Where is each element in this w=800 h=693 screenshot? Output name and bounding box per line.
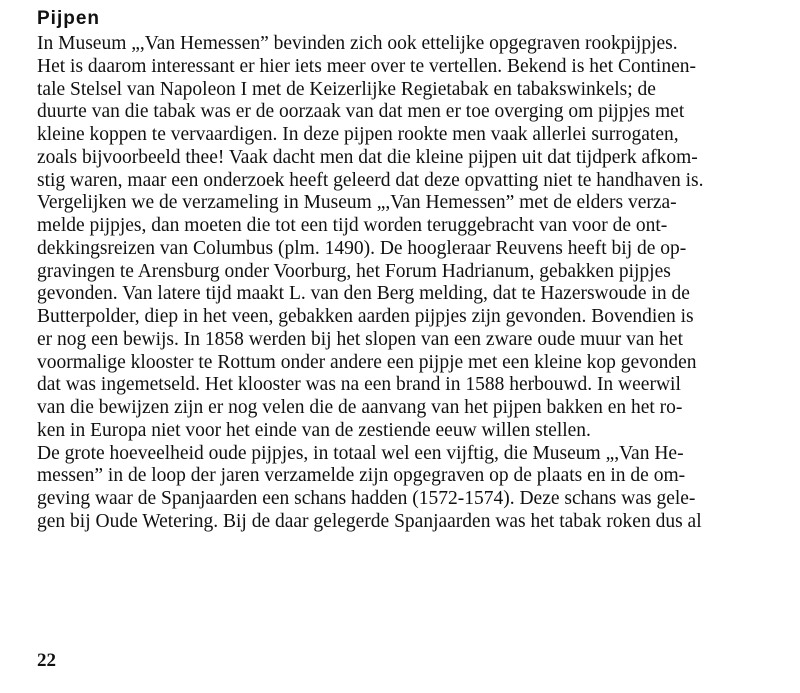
text-line: stig waren, maar een onderzoek heeft geleerd dat deze opvatting niet te handhaven is. <box>37 169 704 191</box>
text-line: melde pijpjes, dan moeten die tot een tijd worden teruggebracht van voor de ont- <box>37 215 668 236</box>
text-line: dekkingsreizen van Columbus (plm. 1490). De hoogleraar Reuvens heeft bij de op- <box>37 237 687 259</box>
text-line: geving waar de Spanjaarden een schans hadden (1572-1574). Deze schans was gele- <box>37 488 696 509</box>
section-heading: Pijpen <box>37 8 101 29</box>
text-line: kleine koppen te vervaardigen. In deze pijpen rookte men vaak allerlei surrogaten, <box>37 124 679 145</box>
text-line: Butterpolder, diep in het veen, gebakken aarden pijpjes zijn gevonden. Bovendien is <box>37 306 694 327</box>
page-number: 22 <box>37 650 56 671</box>
text-line: Vergelijken we de verzameling in Museum „,Van Hemessen” met de elders verza- <box>37 192 677 214</box>
text-line: gevonden. Van latere tijd maakt L. van den Berg melding, dat te Hazerswoude in de <box>37 283 690 305</box>
body-text <box>37 33 777 534</box>
text-line: gen bij Oude Wetering. Bij de daar gelegerde Spanjaarden was het tabak roken dus al <box>37 510 702 532</box>
text-line: van die bewijzen zijn er nog velen die de aanvang van het pijpen bakken en het ro- <box>37 397 683 418</box>
text-line: In Museum „,Van Hemessen” bevinden zich ook ettelijke opgegraven rookpijpjes. <box>37 33 678 54</box>
text-line: tale Stelsel van Napoleon I met de Keizerlijke Regietabak en tabakswinkels; de <box>37 78 656 100</box>
text-line: De grote hoeveelheid oude pijpjes, in totaal wel een vijftig, die Museum „,Van He- <box>37 442 684 464</box>
text-line: ken in Europa niet voor het einde van de zestiende eeuw willen stellen. <box>37 419 591 441</box>
text-line: messen” in de loop der jaren verzamelde zijn opgegraven op de plaats en in de om- <box>37 465 686 487</box>
text-line: er nog een bewijs. In 1858 werden bij het slopen van een zware oude muur van het <box>37 328 683 350</box>
text-line: dat was ingemetseld. Het klooster was na een brand in 1588 herbouwd. In weerwil <box>37 374 681 396</box>
text-line: voormalige klooster te Rottum onder andere een pijpje met een kleine kop gevonden <box>37 351 697 373</box>
text-line: duurte van die tabak was er de oorzaak van dat men er toe overging om pijpjes met <box>37 101 685 123</box>
text-line: Het is daarom interessant er hier iets meer over te vertellen. Bekend is het Continen- <box>37 55 696 77</box>
text-line: zoals bijvoorbeeld thee! Vaak dacht men dat die kleine pijpen uit dat tijdperk afkom- <box>37 146 698 168</box>
text-line: gravingen te Arensburg onder Voorburg, het Forum Hadrianum, gebakken pijpjes <box>37 260 671 282</box>
